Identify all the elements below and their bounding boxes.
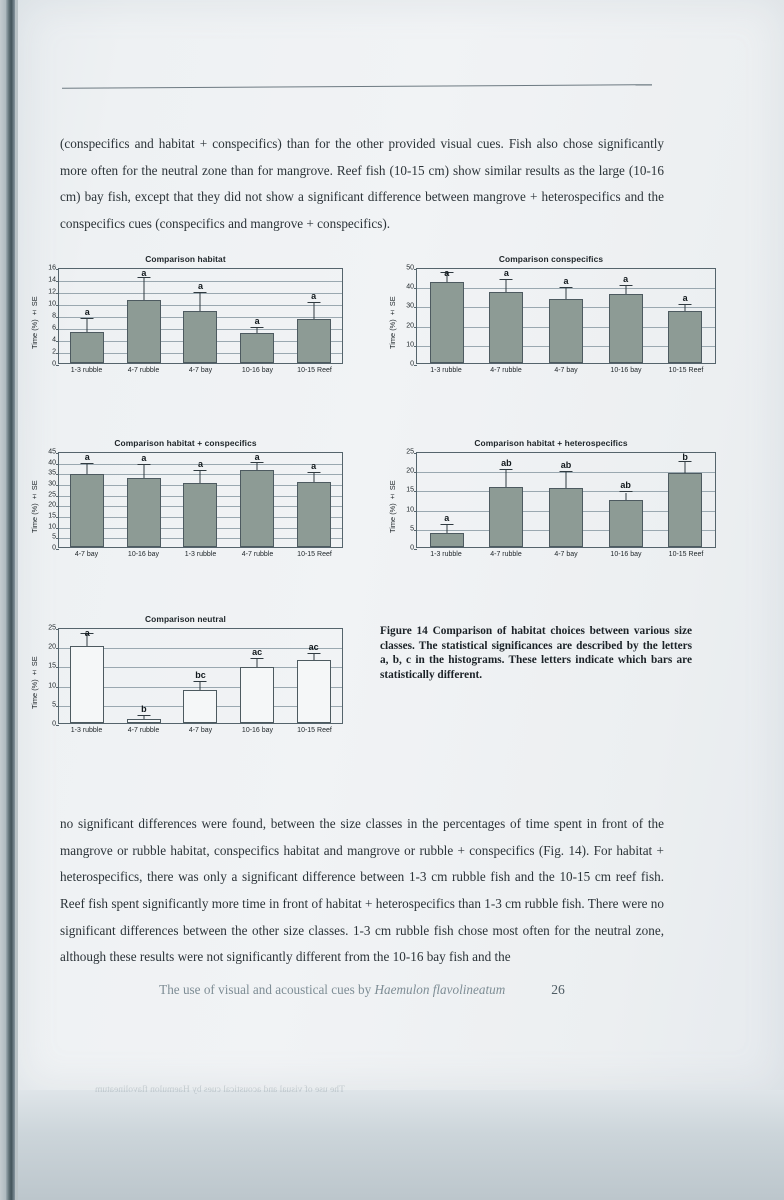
- bar-series: [59, 269, 342, 363]
- plot-area: [28, 624, 343, 728]
- bar: [549, 488, 583, 547]
- plot-area: [386, 264, 716, 368]
- bar-group: [59, 629, 116, 723]
- x-tick-label: 4-7 bay: [188, 727, 213, 734]
- chart-title: Comparison habitat + conspecifics: [114, 438, 257, 448]
- significance-letter: a: [444, 513, 450, 524]
- bar-group: [655, 453, 715, 547]
- y-tick-label: 40: [406, 283, 414, 291]
- x-tick-label: 1-3 rubble: [70, 727, 103, 734]
- y-tick-label: 20: [406, 467, 414, 475]
- chart-comparison-habitat-heterospecifics: [386, 438, 716, 558]
- footer-species-name: Haemulon flavolineatum: [374, 982, 506, 997]
- y-tick-mark: [414, 549, 417, 550]
- x-tick-label: 10-16 bay: [127, 551, 160, 558]
- bar-group: [536, 453, 596, 547]
- y-tick-label: 14: [48, 276, 56, 284]
- chart-title: Comparison habitat + heterospecifics: [474, 438, 628, 448]
- x-tick-label: 10-16 bay: [610, 367, 642, 374]
- page-bottom-shadow: [18, 1090, 784, 1200]
- y-axis-ticks: [41, 448, 58, 552]
- y-tick-label: 5: [52, 701, 56, 709]
- bar-group: [172, 629, 229, 723]
- bar: [127, 719, 161, 723]
- x-tick-label: 4-7 rubble: [241, 551, 274, 558]
- significance-letter: a: [311, 461, 317, 472]
- bar-group: [59, 453, 116, 547]
- bar-group: [116, 453, 173, 547]
- y-tick-label: 0: [410, 544, 414, 552]
- significance-letter: b: [682, 452, 688, 462]
- error-bar-cap-top: [194, 292, 207, 293]
- y-tick-label: 15: [406, 486, 414, 494]
- significance-letter: ab: [501, 458, 512, 469]
- y-tick-label: 16: [48, 264, 56, 272]
- error-bar-cap-top: [251, 462, 264, 463]
- significance-letter: ab: [620, 480, 631, 491]
- significance-letter: a: [197, 458, 203, 469]
- x-tick-label: 1-3 rubble: [430, 551, 462, 558]
- x-tick-label: 4-7 bay: [554, 551, 578, 558]
- y-axis-label: Time (%) ± SE: [388, 480, 397, 534]
- bar-series: [59, 629, 342, 723]
- x-axis: [58, 727, 343, 734]
- x-tick-label: 10-15 Reef: [668, 551, 704, 558]
- y-tick-label: 35: [48, 469, 56, 477]
- bar-group: [285, 269, 342, 363]
- y-tick-mark: [56, 549, 59, 550]
- error-bar-cap-top: [440, 524, 453, 525]
- significance-letter: bc: [195, 669, 206, 680]
- x-tick-label: 4-7 bay: [188, 367, 213, 374]
- x-tick-label: 1-3 rubble: [70, 367, 103, 374]
- bar: [240, 667, 274, 723]
- significance-letter: ac: [252, 647, 263, 658]
- y-tick-label: 40: [48, 459, 56, 467]
- significance-letter: ab: [560, 459, 572, 470]
- y-tick-label: 5: [410, 525, 414, 533]
- bar-group: [116, 629, 173, 723]
- y-tick-mark: [56, 365, 59, 366]
- bar: [609, 294, 643, 363]
- y-tick-label: 6: [52, 324, 56, 332]
- x-axis: [58, 551, 343, 558]
- x-axis: [58, 367, 343, 374]
- y-tick-label: 25: [48, 624, 56, 632]
- plot-canvas: [58, 628, 343, 724]
- error-bar-cap-top: [194, 470, 207, 471]
- y-tick-label: 0: [410, 360, 414, 368]
- x-tick-label: 4-7 bay: [74, 551, 99, 558]
- significance-letter: a: [444, 268, 450, 278]
- chart-title: Comparison neutral: [145, 614, 226, 624]
- y-tick-label: 8: [52, 312, 56, 320]
- bleedthrough-text: The use of visual and acoustical cues by Haemulon flavolineatum: [95, 1085, 345, 1095]
- y-tick-label: 30: [48, 480, 56, 488]
- x-tick-label: 4-7 rubble: [127, 727, 160, 734]
- bar: [70, 474, 104, 547]
- x-tick-label: 4-7 rubble: [490, 551, 522, 558]
- bar: [183, 483, 217, 547]
- bar: [297, 319, 331, 363]
- y-tick-label: 10: [406, 506, 414, 514]
- chart-comparison-habitat: [28, 254, 343, 374]
- y-tick-label: 10: [48, 523, 56, 531]
- error-bar-cap-top: [500, 469, 513, 470]
- chart-comparison-neutral: [28, 614, 343, 734]
- bar-group: [59, 269, 116, 363]
- y-tick-label: 10: [48, 682, 56, 690]
- y-axis-label: Time (%) ± SE: [30, 656, 39, 710]
- bar: [240, 470, 274, 547]
- plot-area: [28, 264, 343, 368]
- significance-letter: a: [254, 452, 260, 462]
- y-tick-label: 15: [48, 662, 56, 670]
- header-rule: [62, 84, 652, 89]
- error-bar-cap-top: [81, 318, 94, 319]
- y-tick-label: 20: [48, 501, 56, 509]
- x-tick-label: 4-7 rubble: [490, 367, 522, 374]
- y-tick-label: 20: [406, 322, 414, 330]
- error-bar-cap-top: [619, 491, 632, 492]
- error-bar-cap-top: [307, 472, 320, 473]
- y-tick-label: 0: [52, 544, 56, 552]
- bar: [70, 332, 104, 363]
- bar-group: [477, 453, 537, 547]
- error-bar-cap-top: [619, 285, 632, 286]
- bar-group: [285, 629, 342, 723]
- plot-canvas: [58, 268, 343, 364]
- bar-series: [59, 453, 342, 547]
- significance-letter: a: [197, 280, 203, 291]
- x-tick-label: 4-7 bay: [554, 367, 578, 374]
- bar: [297, 482, 331, 547]
- y-tick-label: 4: [52, 336, 56, 344]
- bar-group: [285, 453, 342, 547]
- page-number: 26: [551, 982, 565, 997]
- y-tick-label: 15: [48, 512, 56, 520]
- bar: [183, 311, 217, 363]
- error-bar-cap-top: [137, 715, 150, 716]
- x-tick-label: 10-15 Reef: [297, 727, 332, 734]
- bar-group: [229, 629, 286, 723]
- x-tick-label: 1-3 rubble: [430, 367, 462, 374]
- bar: [430, 282, 464, 363]
- x-tick-label: 10-15 Reef: [297, 367, 332, 374]
- y-axis-label: Time (%) ± SE: [30, 296, 39, 350]
- error-bar-cap-top: [307, 653, 320, 654]
- y-tick-label: 5: [52, 533, 56, 541]
- bar: [127, 478, 161, 547]
- y-tick-label: 0: [52, 360, 56, 368]
- x-tick-label: 10-16 bay: [241, 367, 274, 374]
- plot-canvas: [416, 452, 716, 548]
- significance-letter: a: [563, 276, 569, 287]
- bar-group: [229, 269, 286, 363]
- bar: [297, 660, 331, 723]
- significance-letter: a: [84, 628, 90, 638]
- footer-title-plain: The use of visual and acoustical cues by: [159, 982, 375, 997]
- y-tick-label: 25: [406, 448, 414, 456]
- significance-letter: a: [503, 268, 509, 279]
- bar-group: [596, 453, 656, 547]
- bar-group: [116, 269, 173, 363]
- y-tick-label: 50: [406, 264, 414, 272]
- significance-letter: a: [254, 315, 260, 326]
- footer-title: [159, 982, 505, 998]
- y-tick-label: 20: [48, 643, 56, 651]
- x-tick-label: 10-16 bay: [241, 727, 274, 734]
- error-bar-cap-top: [559, 471, 572, 472]
- y-tick-label: 0: [52, 720, 56, 728]
- significance-letter: a: [311, 291, 317, 301]
- bar-group: [417, 269, 477, 363]
- bar-group: [536, 269, 596, 363]
- x-tick-label: 10-15 Reef: [297, 551, 332, 558]
- bar-series: [417, 453, 715, 547]
- bar-group: [229, 453, 286, 547]
- significance-letter: a: [682, 292, 688, 303]
- error-bar-cap-top: [500, 279, 513, 280]
- x-tick-label: 4-7 rubble: [127, 367, 160, 374]
- bar-group: [655, 269, 715, 363]
- error-bar-cap-top: [194, 681, 207, 682]
- y-tick-label: 30: [406, 302, 414, 310]
- figure-caption: Figure 14 Comparison of habitat choices between various size classes. The statistical significances are described by the letters a, b, c in the histograms. These letters indicate which bars are statistically different.: [380, 625, 692, 681]
- bar-group: [172, 453, 229, 547]
- bar: [183, 690, 217, 723]
- y-tick-label: 2: [52, 348, 56, 356]
- chart-comparison-conspecifics: [386, 254, 716, 374]
- bar: [668, 473, 702, 547]
- significance-letter: b: [141, 704, 147, 715]
- chart-title: Comparison habitat: [145, 254, 226, 264]
- error-bar-cap-top: [251, 327, 264, 328]
- error-bar-cap-top: [81, 463, 94, 464]
- bar-group: [477, 269, 537, 363]
- significance-letter: a: [623, 273, 629, 284]
- bar: [127, 300, 161, 363]
- significance-letter: a: [141, 452, 147, 463]
- x-tick-label: 10-15 Reef: [668, 367, 704, 374]
- y-tick-mark: [414, 365, 417, 366]
- y-axis-ticks: [399, 448, 416, 552]
- bar: [668, 311, 702, 363]
- y-tick-mark: [56, 725, 59, 726]
- x-tick-label: 1-3 rubble: [184, 551, 217, 558]
- bar: [549, 299, 583, 363]
- paragraph-top: (conspecifics and habitat + conspecifics) than for the other provided visual cues. Fish also chose significantly more often for the neutral zone than for mangrove. Reef fish (10-15 cm) show similar results as the large (10-16 cm) bay fish, except that they did not show a significant difference between mangrove + heterospecifics and the conspecifics cues (conspecifics and mangrove + conspecifics).: [60, 136, 664, 231]
- bar-group: [172, 269, 229, 363]
- x-axis: [416, 551, 716, 558]
- bar-group: [417, 453, 477, 547]
- significance-letter: a: [84, 306, 90, 317]
- chart-comparison-habitat-conspecifics: [28, 438, 343, 558]
- x-axis: [416, 367, 716, 374]
- bar: [70, 646, 104, 723]
- y-axis-label: Time (%) ± SE: [388, 296, 397, 350]
- significance-letter: ac: [308, 641, 319, 652]
- y-tick-label: 45: [48, 448, 56, 456]
- plot-area: [28, 448, 343, 552]
- error-bar-cap-top: [679, 304, 692, 305]
- paragraph-bottom: no significant differences were found, between the size classes in the percentages of time spent in front of the mangrove or rubble habitat, conspecifics habitat and mangrove or rubble + conspecifics (Fig. 14). For habitat + heterospecifics, there was only a significant difference between 1-3 cm rubble fish and the 10-15 cm reef fish. Reef fish spent significantly more time in front of habitat + heterospecifics than 1-3 cm rubble fish. There were no significant differences between the other size classes. 1-3 cm rubble fish chose most often for the neutral zone, although these results were not significantly different from the 10-16 bay fish and the: [60, 816, 664, 965]
- y-axis-ticks: [41, 264, 58, 368]
- y-tick-label: 12: [48, 288, 56, 296]
- bar: [489, 292, 523, 363]
- plot-canvas: [58, 452, 343, 548]
- plot-canvas: [416, 268, 716, 364]
- bar: [240, 333, 274, 363]
- error-bar-cap-top: [559, 287, 572, 288]
- y-axis-ticks: [399, 264, 416, 368]
- chart-title: Comparison conspecifics: [498, 254, 604, 264]
- bar: [609, 500, 643, 547]
- page-footer: [60, 982, 664, 998]
- x-tick-label: 10-16 bay: [610, 551, 642, 558]
- plot-area: [386, 448, 716, 552]
- significance-letter: a: [141, 268, 147, 278]
- bar-series: [417, 269, 715, 363]
- error-bar-cap-top: [137, 464, 150, 465]
- y-axis-ticks: [41, 624, 58, 728]
- bar-group: [596, 269, 656, 363]
- y-tick-label: 10: [406, 341, 414, 349]
- error-bar-cap-top: [307, 302, 320, 303]
- y-tick-label: 10: [48, 300, 56, 308]
- significance-letter: a: [84, 452, 90, 463]
- bar: [430, 533, 464, 547]
- y-tick-label: 25: [48, 491, 56, 499]
- y-axis-label: Time (%) ± SE: [30, 480, 39, 534]
- error-bar-cap-top: [251, 658, 264, 659]
- bar: [489, 487, 523, 547]
